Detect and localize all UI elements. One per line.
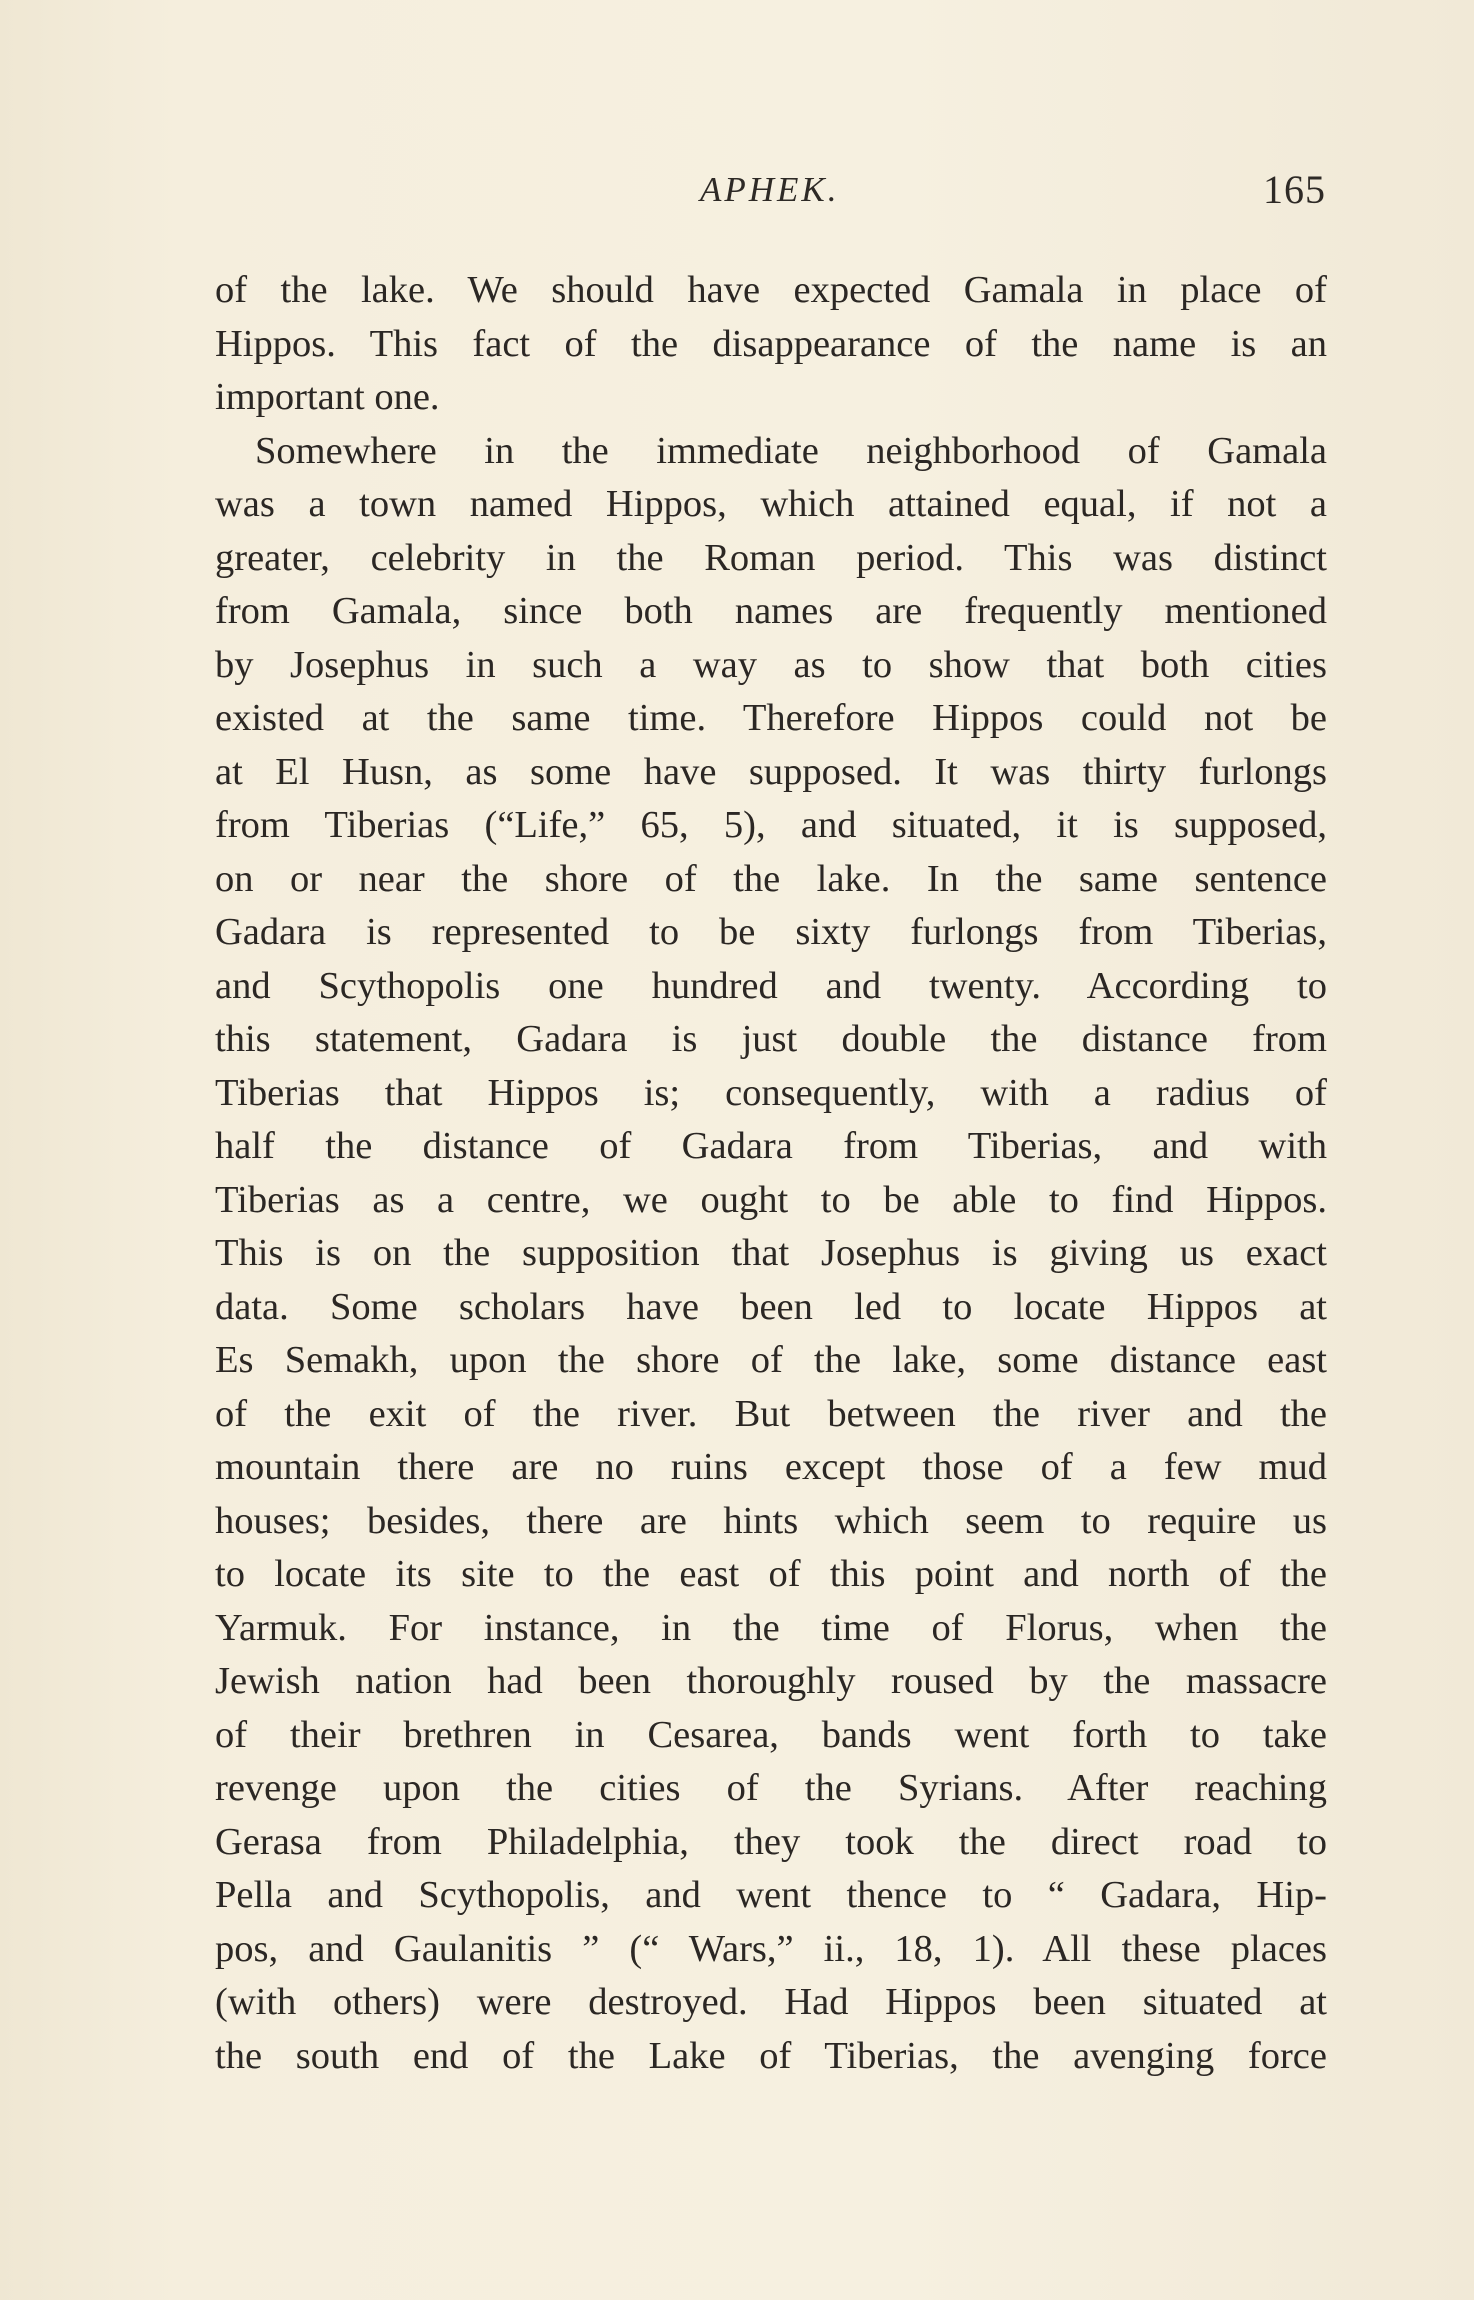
text-line: to locate its site to the east of this point and north of the (215, 1553, 1327, 1595)
text-line: revenge upon the cities of the Syrians. After reaching (215, 1767, 1327, 1809)
text-line: at El Husn, as some have supposed. It was thirty furlongs (215, 750, 1327, 793)
text-line: greater, celebrity in the Roman period. This was distinct (215, 536, 1327, 579)
text-line: from Tiberias (“Life,” 65, 5), and situated, it is supposed, (215, 804, 1327, 846)
text-line: was a town named Hippos, which attained equal, if not a (215, 483, 1327, 525)
text-line: from Gamala, since both names are frequently mentioned (215, 590, 1327, 632)
text-line: of the exit of the river. But between the river and the (215, 1392, 1327, 1435)
paragraph (215, 425, 1327, 2084)
text-line: Pella and Scythopolis, and went thence to “ Gadara, Hip- (215, 1874, 1327, 1916)
text-line: of their brethren in Cesarea, bands went forth to take (215, 1713, 1327, 1756)
text-line: (with others) were destroyed. Had Hippos been situated at (215, 1981, 1327, 2023)
text-line: of the lake. We should have expected Gamala in place of (215, 269, 1327, 311)
body-text (215, 264, 1327, 2083)
text-line: Hippos. This fact of the disappearance of the name is an (215, 322, 1327, 365)
running-title: APHEK. (700, 170, 840, 209)
text-line: pos, and Gaulanitis ” (“ Wars,” ii., 18, 1). All these places (215, 1927, 1327, 1970)
text-line: Tiberias as a centre, we ought to be able to find Hippos. (215, 1178, 1327, 1221)
text-line: important one. (215, 376, 440, 418)
text-line: mountain there are no ruins except those of a few mud (215, 1446, 1327, 1488)
text-line: Somewhere in the immediate neighborhood of Gamala (255, 429, 1327, 472)
page-number: 165 (1263, 167, 1326, 212)
running-header (0, 167, 1474, 230)
text-line: Jewish nation had been thoroughly roused by the massacre (215, 1660, 1327, 1702)
text-line: on or near the shore of the lake. In the same sentence (215, 857, 1327, 900)
text-line: half the distance of Gadara from Tiberias, and with (215, 1125, 1327, 1167)
text-line: the south end of the Lake of Tiberias, the avenging force (215, 2034, 1327, 2077)
text-line: this statement, Gadara is just double the distance from (215, 1018, 1327, 1060)
text-line: This is on the supposition that Josephus is giving us exact (215, 1232, 1327, 1274)
text-line: Yarmuk. For instance, in the time of Florus, when the (215, 1606, 1327, 1649)
text-line: existed at the same time. Therefore Hippos could not be (215, 697, 1327, 739)
text-line: Gerasa from Philadelphia, they took the direct road to (215, 1820, 1327, 1863)
text-line: Gadara is represented to be sixty furlongs from Tiberias, (215, 911, 1327, 953)
text-line: houses; besides, there are hints which seem to require us (215, 1499, 1327, 1542)
text-line: Es Semakh, upon the shore of the lake, some distance east (215, 1339, 1327, 1381)
text-line: Tiberias that Hippos is; consequently, with a radius of (215, 1071, 1327, 1114)
paragraph (215, 264, 1327, 425)
text-line: by Josephus in such a way as to show that both cities (215, 643, 1327, 686)
text-line: data. Some scholars have been led to locate Hippos at (215, 1285, 1327, 1328)
text-line: and Scythopolis one hundred and twenty. According to (215, 964, 1327, 1007)
